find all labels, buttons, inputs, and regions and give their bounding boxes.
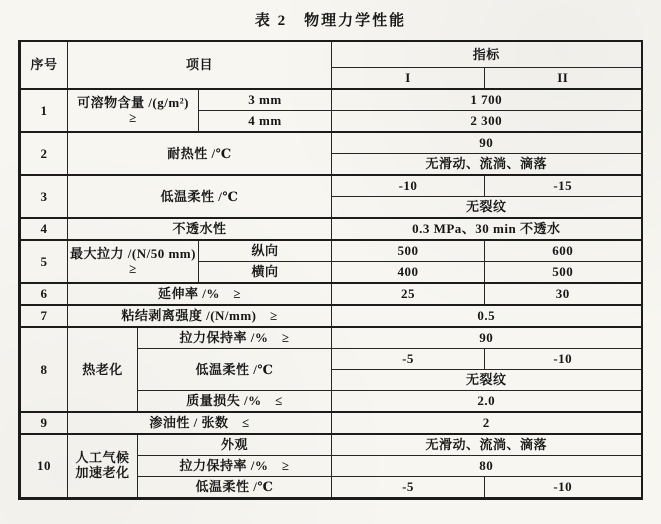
val-heat-appearance: 无滑动、流淌、滴落: [332, 154, 642, 176]
val-lowtemp-grade2: -15: [485, 175, 642, 197]
val-oil-permeability: 2: [332, 412, 642, 434]
col-header-grade-1: I: [332, 68, 485, 90]
val-tension-long-grade2: 600: [485, 240, 642, 262]
item-peel-strength: 粘结剥离强度 /(N/mm) ≥: [68, 305, 332, 327]
val-peel-strength: 0.5: [332, 305, 642, 327]
col-header-seq: 序号: [20, 41, 68, 89]
sub-transverse: 横向: [199, 262, 332, 284]
val-tension-long-grade1: 500: [332, 240, 485, 262]
item-impermeability: 不透水性: [68, 218, 332, 240]
seq-6: 6: [20, 283, 68, 305]
sub-3mm: 3 mm: [199, 89, 332, 111]
val-lowtemp-grade1: -10: [332, 175, 485, 197]
seq-3: 3: [20, 175, 68, 218]
val-aging-retention: 90: [332, 327, 642, 349]
item-heat-resistance: 耐热性 /℃: [68, 132, 332, 175]
seq-1: 1: [20, 89, 68, 132]
val-mass-loss: 2.0: [332, 391, 642, 413]
val-soluble-3mm: 1 700: [332, 89, 642, 111]
item-oil-permeability: 渗油性 / 张数 ≤: [68, 412, 332, 434]
spec-table: [18, 40, 643, 500]
col-header-grade-2: II: [485, 68, 642, 90]
col-header-item: 项目: [68, 41, 332, 89]
val-tension-trans-grade2: 500: [485, 262, 642, 284]
table-title: 表 2 物理力学性能: [254, 13, 407, 29]
item-weathering: 人工气候 加速老化: [68, 434, 138, 499]
val-weathering-lowtemp-grade1: -5: [332, 477, 485, 499]
seq-9: 9: [20, 412, 68, 434]
val-heat-temp: 90: [332, 132, 642, 154]
seq-5: 5: [20, 240, 68, 283]
val-aging-lowtemp-grade1: -5: [332, 349, 485, 370]
sub-weathering-retention: 拉力保持率 /% ≥: [138, 456, 332, 477]
seq-4: 4: [20, 218, 68, 240]
val-weathering-retention: 80: [332, 456, 642, 477]
val-lowtemp-no-crack: 无裂纹: [332, 197, 642, 219]
col-header-index: 指标: [332, 41, 642, 68]
sub-4mm: 4 mm: [199, 111, 332, 133]
sub-longitudinal: 纵向: [199, 240, 332, 262]
item-soluble-content: 可溶物含量 /(g/m²) ≥: [68, 89, 199, 132]
val-tension-trans-grade1: 400: [332, 262, 485, 284]
val-elongation-grade2: 30: [485, 283, 642, 305]
sub-appearance: 外观: [138, 434, 332, 456]
item-elongation: 延伸率 /% ≥: [68, 283, 332, 305]
seq-8: 8: [20, 327, 68, 412]
val-aging-no-crack: 无裂纹: [332, 370, 642, 391]
sub-aging-lowtemp-flex: 低温柔性 /℃: [138, 349, 332, 391]
spec-table-body: [20, 41, 642, 499]
val-weathering-appearance: 无滑动、流淌、滴落: [332, 434, 642, 456]
sub-weathering-lowtemp: 低温柔性 /℃: [138, 477, 332, 499]
sub-tension-retention: 拉力保持率 /% ≥: [138, 327, 332, 349]
seq-7: 7: [20, 305, 68, 327]
seq-2: 2: [20, 132, 68, 175]
item-low-temp-flexibility: 低温柔性 /℃: [68, 175, 332, 218]
item-heat-aging: 热老化: [68, 327, 138, 412]
val-impermeability: 0.3 MPa、30 min 不透水: [332, 218, 642, 240]
val-elongation-grade1: 25: [332, 283, 485, 305]
val-aging-lowtemp-grade2: -10: [485, 349, 642, 370]
seq-10: 10: [20, 434, 68, 499]
val-weathering-lowtemp-grade2: -10: [485, 477, 642, 499]
val-soluble-4mm: 2 300: [332, 111, 642, 133]
sub-mass-loss: 质量损失 /% ≤: [138, 391, 332, 413]
item-max-tension: 最大拉力 /(N/50 mm) ≥: [68, 240, 199, 283]
